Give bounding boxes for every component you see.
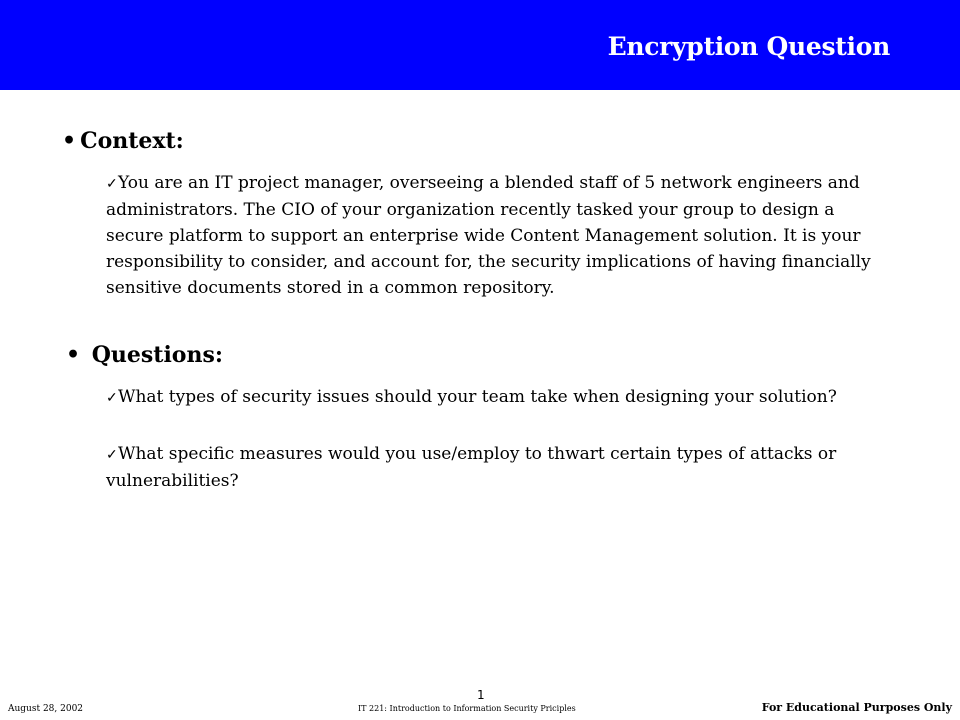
question-text-2: What specific measures would you use/employ to thwart certain types of attacks or vulnerabilities? bbox=[106, 444, 837, 491]
title-banner bbox=[0, 0, 960, 90]
checkmark-icon: ✓ bbox=[106, 176, 118, 192]
context-text: You are an IT project manager, overseeing a blended staff of 5 network engineers and administrators. The CIO of your organization recently tasked your group to design a secure platform to support an enterprise wide Content Management solution. It is your responsibility to consider, and account for, the security implications of having financially sensitive documents stored in a common repository. bbox=[106, 173, 871, 298]
checkmark-icon: ✓ bbox=[106, 447, 118, 463]
questions-bullet: • bbox=[66, 342, 81, 368]
footer-notice: For Educational Purposes Only bbox=[761, 701, 952, 714]
questions-heading bbox=[66, 342, 223, 368]
question-text-1: What types of security issues should your team take when designing your solution? bbox=[118, 387, 837, 407]
question-item-2 bbox=[106, 441, 896, 494]
context-bullet: • bbox=[62, 128, 77, 154]
context-heading bbox=[62, 128, 184, 154]
footer-date: August 28, 2002 bbox=[8, 704, 84, 714]
checkmark-icon: ✓ bbox=[106, 390, 118, 406]
slide-title: Encryption Question bbox=[607, 32, 890, 61]
page-number: 1 bbox=[477, 688, 485, 702]
question-item-1 bbox=[106, 384, 896, 411]
questions-heading-label: Questions: bbox=[91, 342, 223, 368]
footer-course-title: IT 221: Introduction to Information Security Priciples bbox=[358, 704, 576, 713]
context-text-block bbox=[106, 170, 896, 301]
context-heading-label: Context: bbox=[80, 128, 184, 154]
